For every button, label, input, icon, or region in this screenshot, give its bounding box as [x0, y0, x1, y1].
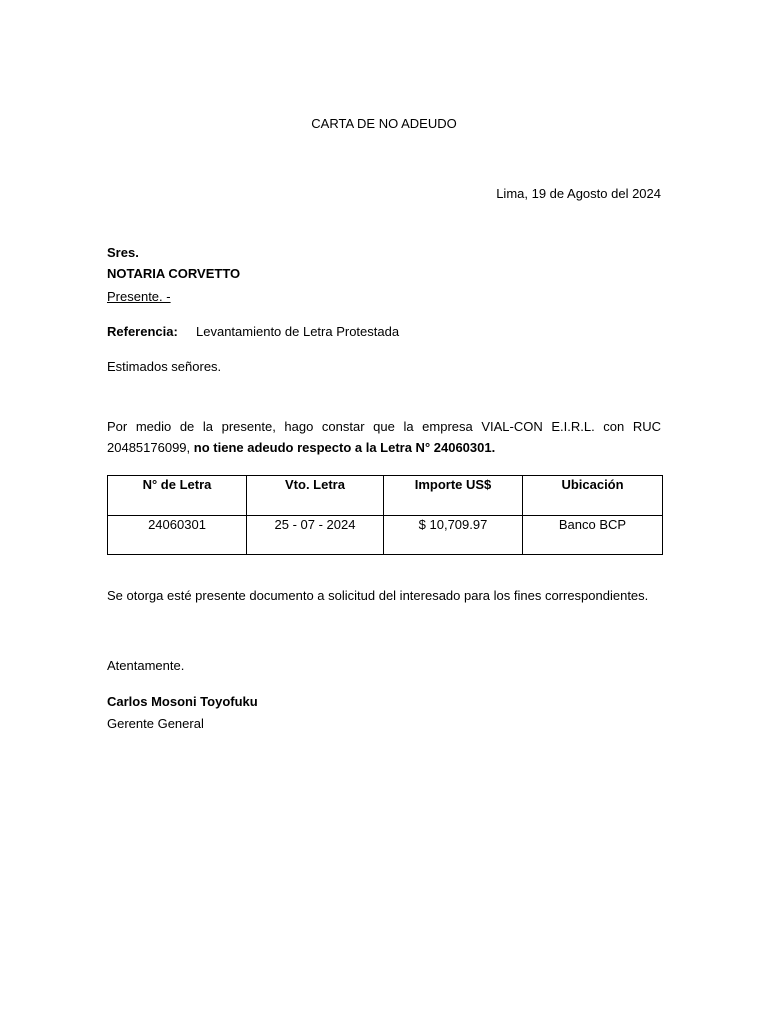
table-row	[108, 516, 663, 555]
signer-title: Gerente General	[107, 716, 204, 731]
body-paragraph	[107, 416, 661, 458]
body-bold-statement: no tiene adeudo respecto a la Letra N° 24060301.	[193, 440, 496, 455]
table-cell: $ 10,709.97	[384, 516, 523, 555]
table-header-cell: Ubicación	[523, 476, 663, 516]
reference-label: Referencia:	[107, 324, 178, 339]
greeting: Estimados señores.	[107, 359, 222, 374]
table-cell: 25 - 07 - 2024	[247, 516, 384, 555]
table-header-cell: Vto. Letra	[247, 476, 384, 516]
closing-sentence: Se otorga esté presente documento a solicitud del interesado para los fines correspondientes.	[107, 588, 649, 603]
letters-table	[107, 475, 663, 555]
reference-text: Levantamiento de Letra Protestada	[196, 324, 400, 339]
salutation: Sres.	[107, 245, 139, 260]
table-header-cell: N° de Letra	[108, 476, 247, 516]
body-intro: Por medio de la presente, hago constar que la empresa VIAL-CON E.I.R.L. con RUC 20485176099,	[107, 419, 661, 455]
document-title: CARTA DE NO ADEUDO	[311, 116, 457, 131]
table-header-cell: Importe US$	[384, 476, 523, 516]
reference-line	[107, 324, 399, 339]
presente-line: Presente. -	[107, 289, 171, 304]
farewell: Atentamente.	[107, 658, 185, 673]
table-cell: 24060301	[108, 516, 247, 555]
table-header-row	[108, 476, 663, 516]
signer-name: Carlos Mosoni Toyofuku	[107, 694, 258, 709]
document-date: Lima, 19 de Agosto del 2024	[496, 186, 661, 201]
table-cell: Banco BCP	[523, 516, 663, 555]
recipient-name: NOTARIA CORVETTO	[107, 266, 241, 281]
